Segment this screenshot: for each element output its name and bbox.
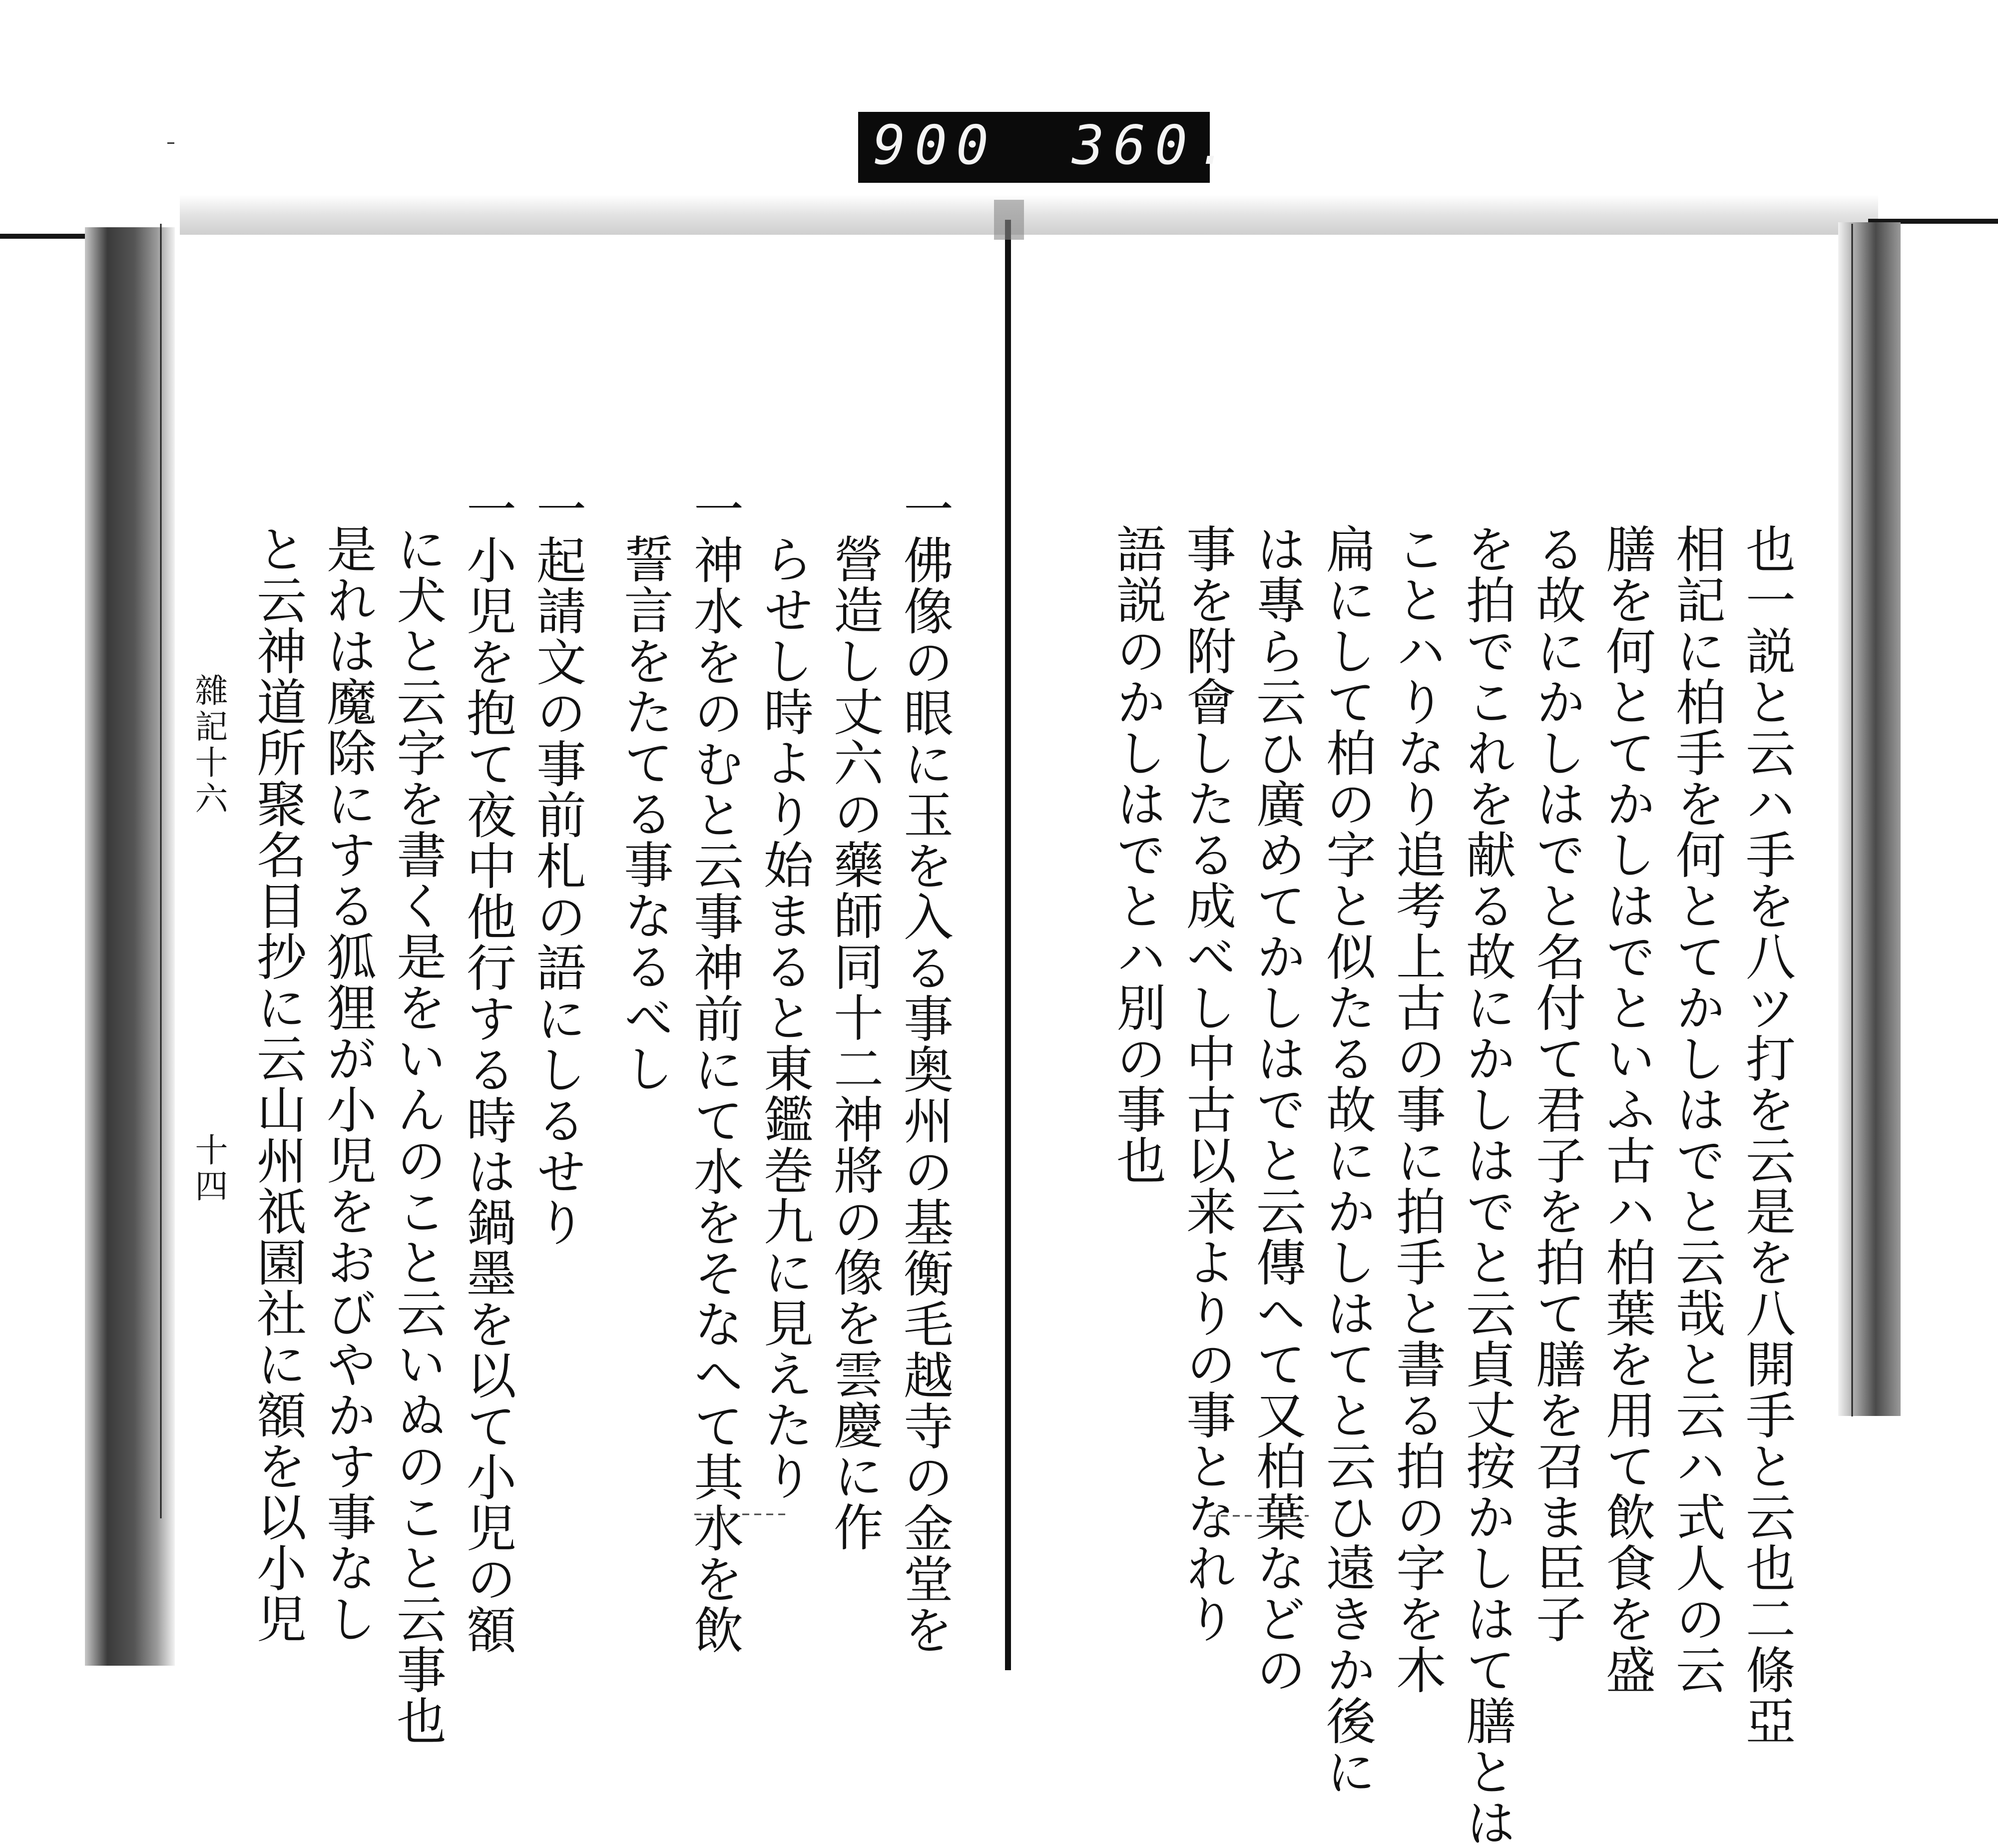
text-column: 語説のかしはでとハ別の事也 — [1108, 523, 1166, 1186]
text-column: る故にかしはでと名付て君子を拍て膳を召ま臣子 — [1527, 523, 1586, 1644]
text-column: 膳を何とてかしはでといふ古ハ柏葉を用て飲食を盛 — [1597, 523, 1656, 1695]
text-column: は專ら云ひ廣めてかしはでと云傳へて又柏葉などの — [1248, 523, 1306, 1695]
text-column: 是れは魔除にする狐狸が小児をおびやかす事なし — [318, 523, 377, 1644]
text-column: 也一説と云ハ手を八ツ打を云是を八開手と云也二條亞 — [1737, 523, 1796, 1746]
text-column: 營造し丈六の藥師同十二神將の像を雲慶に作 — [825, 533, 884, 1552]
text-column: 一神水をのむと云事神前にて水をそなへて其水を飲 — [685, 483, 744, 1655]
text-column: を拍でこれを献る故にかしはでと云貞丈按かしはて膳とは — [1458, 523, 1516, 1848]
archive-label-left: 900 — [873, 114, 998, 177]
text-column: 一起請文の事前札の語にしるせり — [528, 483, 586, 1248]
text-column: 相記に柏手を何とてかしはでと云哉と云ハ式人の云 — [1667, 523, 1726, 1695]
text-column: 事を附會したる成べし中古以来よりの事となれり — [1178, 523, 1236, 1644]
text-column: 誓言をたてる事なるべし — [615, 533, 674, 1094]
text-column: 一佛像の眼に玉を入る事奥州の基衡毛越寺の金堂を — [895, 483, 954, 1655]
running-head: 雜記十六 — [189, 673, 228, 817]
text-column: らせし時より始まると東鑑巻九に見えたり — [755, 533, 814, 1501]
text-column: に犬と云字を書く是をいんのこと云いぬのこと云事也 — [388, 523, 447, 1746]
page-number: 十四 — [189, 1133, 228, 1205]
text-column: 一小児を抱て夜中他行する時は鍋墨を以て小児の額 — [458, 483, 516, 1655]
text-column: ことハりなり追考上古の事に拍手と書る拍の字を木 — [1388, 523, 1446, 1695]
text-column: と云神道所聚名目抄に云山州祇園社に額を以小児 — [248, 523, 307, 1644]
right-page — [1012, 224, 1857, 1848]
archive-label — [858, 112, 1238, 183]
text-column: 扁にして柏の字と似たる故にかしはてと云ひ遠きか後に — [1318, 523, 1376, 1797]
archive-label-right: 360. — [1072, 114, 1238, 177]
left-page — [160, 224, 1004, 1746]
